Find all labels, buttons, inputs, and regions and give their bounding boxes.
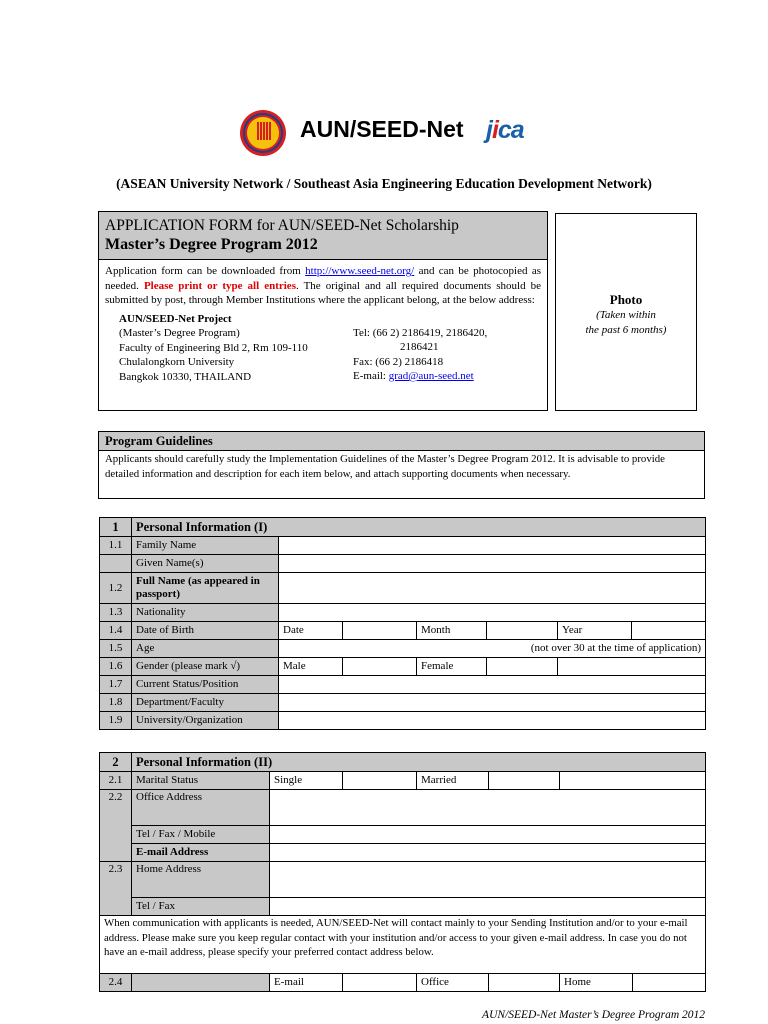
email-link[interactable]: grad@aun-seed.net: [388, 370, 474, 382]
month-label: Month: [417, 622, 487, 640]
office-option-checkbox[interactable]: [489, 974, 560, 992]
personal-info-1-table: [99, 517, 706, 730]
month-field[interactable]: [487, 622, 558, 640]
page-footer: AUN/SEED-Net Master’s Degree Program 2012: [482, 1009, 705, 1021]
full-name-field[interactable]: [279, 573, 706, 604]
address-line: (Master’s Degree Program): [119, 327, 240, 339]
download-link[interactable]: http://www.seed-net.org/: [305, 265, 415, 277]
gender-label: Gender (please mark √): [132, 658, 279, 676]
jica-logo: jica: [486, 116, 524, 144]
family-name-label: Family Name: [132, 537, 279, 555]
male-label: Male: [279, 658, 343, 676]
guidelines-text: Applicants should carefully study the Implementation Guidelines of the Master’s Degree Program 2012. It is advisable to provide detailed information and description for each item below, and attach supporting documents when necessary.: [105, 453, 665, 480]
row-number: 1.6: [100, 658, 132, 676]
brand-name: AUN/SEED-Net: [300, 116, 464, 142]
date-label: Date: [279, 622, 343, 640]
university-field[interactable]: [279, 712, 706, 730]
email-address-label: E-mail Address: [132, 844, 270, 862]
application-intro: [99, 260, 547, 392]
position-label: Current Status/Position: [132, 676, 279, 694]
male-checkbox[interactable]: [343, 658, 417, 676]
year-label: Year: [558, 622, 632, 640]
program-guidelines: [98, 431, 705, 499]
telephone: Tel: (66 2) 2186419, 2186420,: [353, 326, 488, 339]
home-option-checkbox[interactable]: [633, 974, 706, 992]
section-number: 2: [100, 753, 132, 772]
home-address-label: Home Address: [132, 862, 270, 898]
single-checkbox[interactable]: [343, 772, 417, 790]
age-label: Age: [132, 640, 279, 658]
photo-box[interactable]: [555, 213, 697, 411]
age-field[interactable]: (not over 30 at the time of application): [279, 640, 706, 658]
address-line: Faculty of Engineering Bld 2, Rm 109-110: [119, 341, 308, 354]
telephone-2: 2186421: [400, 341, 439, 353]
row-number: 1.5: [100, 640, 132, 658]
date-field[interactable]: [343, 622, 417, 640]
address-line: Bangkok 10330, THAILAND: [119, 370, 252, 383]
nationality-field[interactable]: [279, 604, 706, 622]
logo-row: [0, 106, 768, 162]
marital-status-label: Marital Status: [132, 772, 270, 790]
position-field[interactable]: [279, 676, 706, 694]
photo-title: Photo: [609, 292, 643, 307]
office-tel-field[interactable]: [270, 826, 706, 844]
mailing-address: [105, 312, 541, 388]
given-name-field[interactable]: [279, 555, 706, 573]
application-heading: [99, 212, 547, 260]
office-address-field[interactable]: [270, 790, 706, 826]
home-address-field[interactable]: [270, 862, 706, 898]
office-tel-label: Tel / Fax / Mobile: [132, 826, 270, 844]
guidelines-title: Program Guidelines: [99, 432, 704, 451]
intro-text: Application form can be downloaded from: [105, 265, 306, 277]
row-number: 2.2: [100, 790, 132, 862]
home-tel-label: Tel / Fax: [132, 898, 270, 916]
fax: Fax: (66 2) 2186418: [353, 355, 444, 368]
home-tel-field[interactable]: [270, 898, 706, 916]
university-label: University/Organization: [132, 712, 279, 730]
dob-label: Date of Birth: [132, 622, 279, 640]
row-number: [100, 555, 132, 573]
contact-notice: When communication with applicants is needed, AUN/SEED-Net will contact mainly to your Sending Institution and/or to your e-mail address. Please make sure you keep regular contact with your institution and/or access to your given e-mail address. In case you do not have an e-mail address, please specify your preferred contact address below.: [100, 916, 706, 974]
row-number: 1.7: [100, 676, 132, 694]
photo-note: (Taken within: [596, 309, 656, 321]
office-option-label: Office: [417, 974, 489, 992]
row-number: 1.8: [100, 694, 132, 712]
print-notice: Please print or type all entries: [143, 279, 296, 292]
photo-note: the past 6 months): [585, 324, 667, 336]
row-number: 1.4: [100, 622, 132, 640]
year-field[interactable]: [632, 622, 706, 640]
application-box: [98, 211, 548, 411]
department-field[interactable]: [279, 694, 706, 712]
row-number: 2.1: [100, 772, 132, 790]
married-label: Married: [417, 772, 489, 790]
email-label: E-mail:: [353, 370, 389, 382]
email-option-checkbox[interactable]: [343, 974, 417, 992]
form-title: APPLICATION FORM for AUN/SEED-Net Scholarship: [105, 217, 459, 234]
email-option-label: E-mail: [270, 974, 343, 992]
program-title: Master’s Degree Program 2012: [105, 236, 318, 253]
row-number: 1.1: [100, 537, 132, 555]
nationality-label: Nationality: [132, 604, 279, 622]
intro-text: . The original and all required documents should be submitted by post, through Member Institutions where the applicant belong, at the below address:: [105, 279, 541, 306]
intro-text: and can be photocopied as needed.: [105, 265, 542, 292]
network-subtitle: (ASEAN University Network / Southeast Asia Engineering Education Development Network): [116, 176, 652, 191]
empty-cell: [560, 772, 706, 790]
given-name-label: Given Name(s): [132, 555, 279, 573]
female-checkbox[interactable]: [487, 658, 558, 676]
project-name: AUN/SEED-Net Project: [119, 312, 232, 325]
asean-logo: [240, 110, 286, 156]
married-checkbox[interactable]: [489, 772, 560, 790]
department-label: Department/Faculty: [132, 694, 279, 712]
female-label: Female: [417, 658, 487, 676]
single-label: Single: [270, 772, 343, 790]
row-number: 1.9: [100, 712, 132, 730]
empty-cell: [558, 658, 706, 676]
section-title: Personal Information (II): [132, 753, 706, 772]
personal-info-2-table: [99, 752, 706, 992]
row-number: 2.3: [100, 862, 132, 916]
section-number: 1: [100, 518, 132, 537]
row-number: 1.3: [100, 604, 132, 622]
family-name-field[interactable]: [279, 537, 706, 555]
row-number: 1.2: [100, 573, 132, 604]
office-address-label: Office Address: [132, 790, 270, 826]
home-option-label: Home: [560, 974, 633, 992]
address-line: Chulalongkorn University: [119, 356, 235, 368]
row-number: 2.4: [100, 974, 132, 992]
full-name-label: Full Name (as appeared in passport): [132, 573, 279, 604]
email-address-field[interactable]: [270, 844, 706, 862]
contact-preference-cell: [132, 974, 270, 992]
section-title: Personal Information (I): [132, 518, 706, 537]
